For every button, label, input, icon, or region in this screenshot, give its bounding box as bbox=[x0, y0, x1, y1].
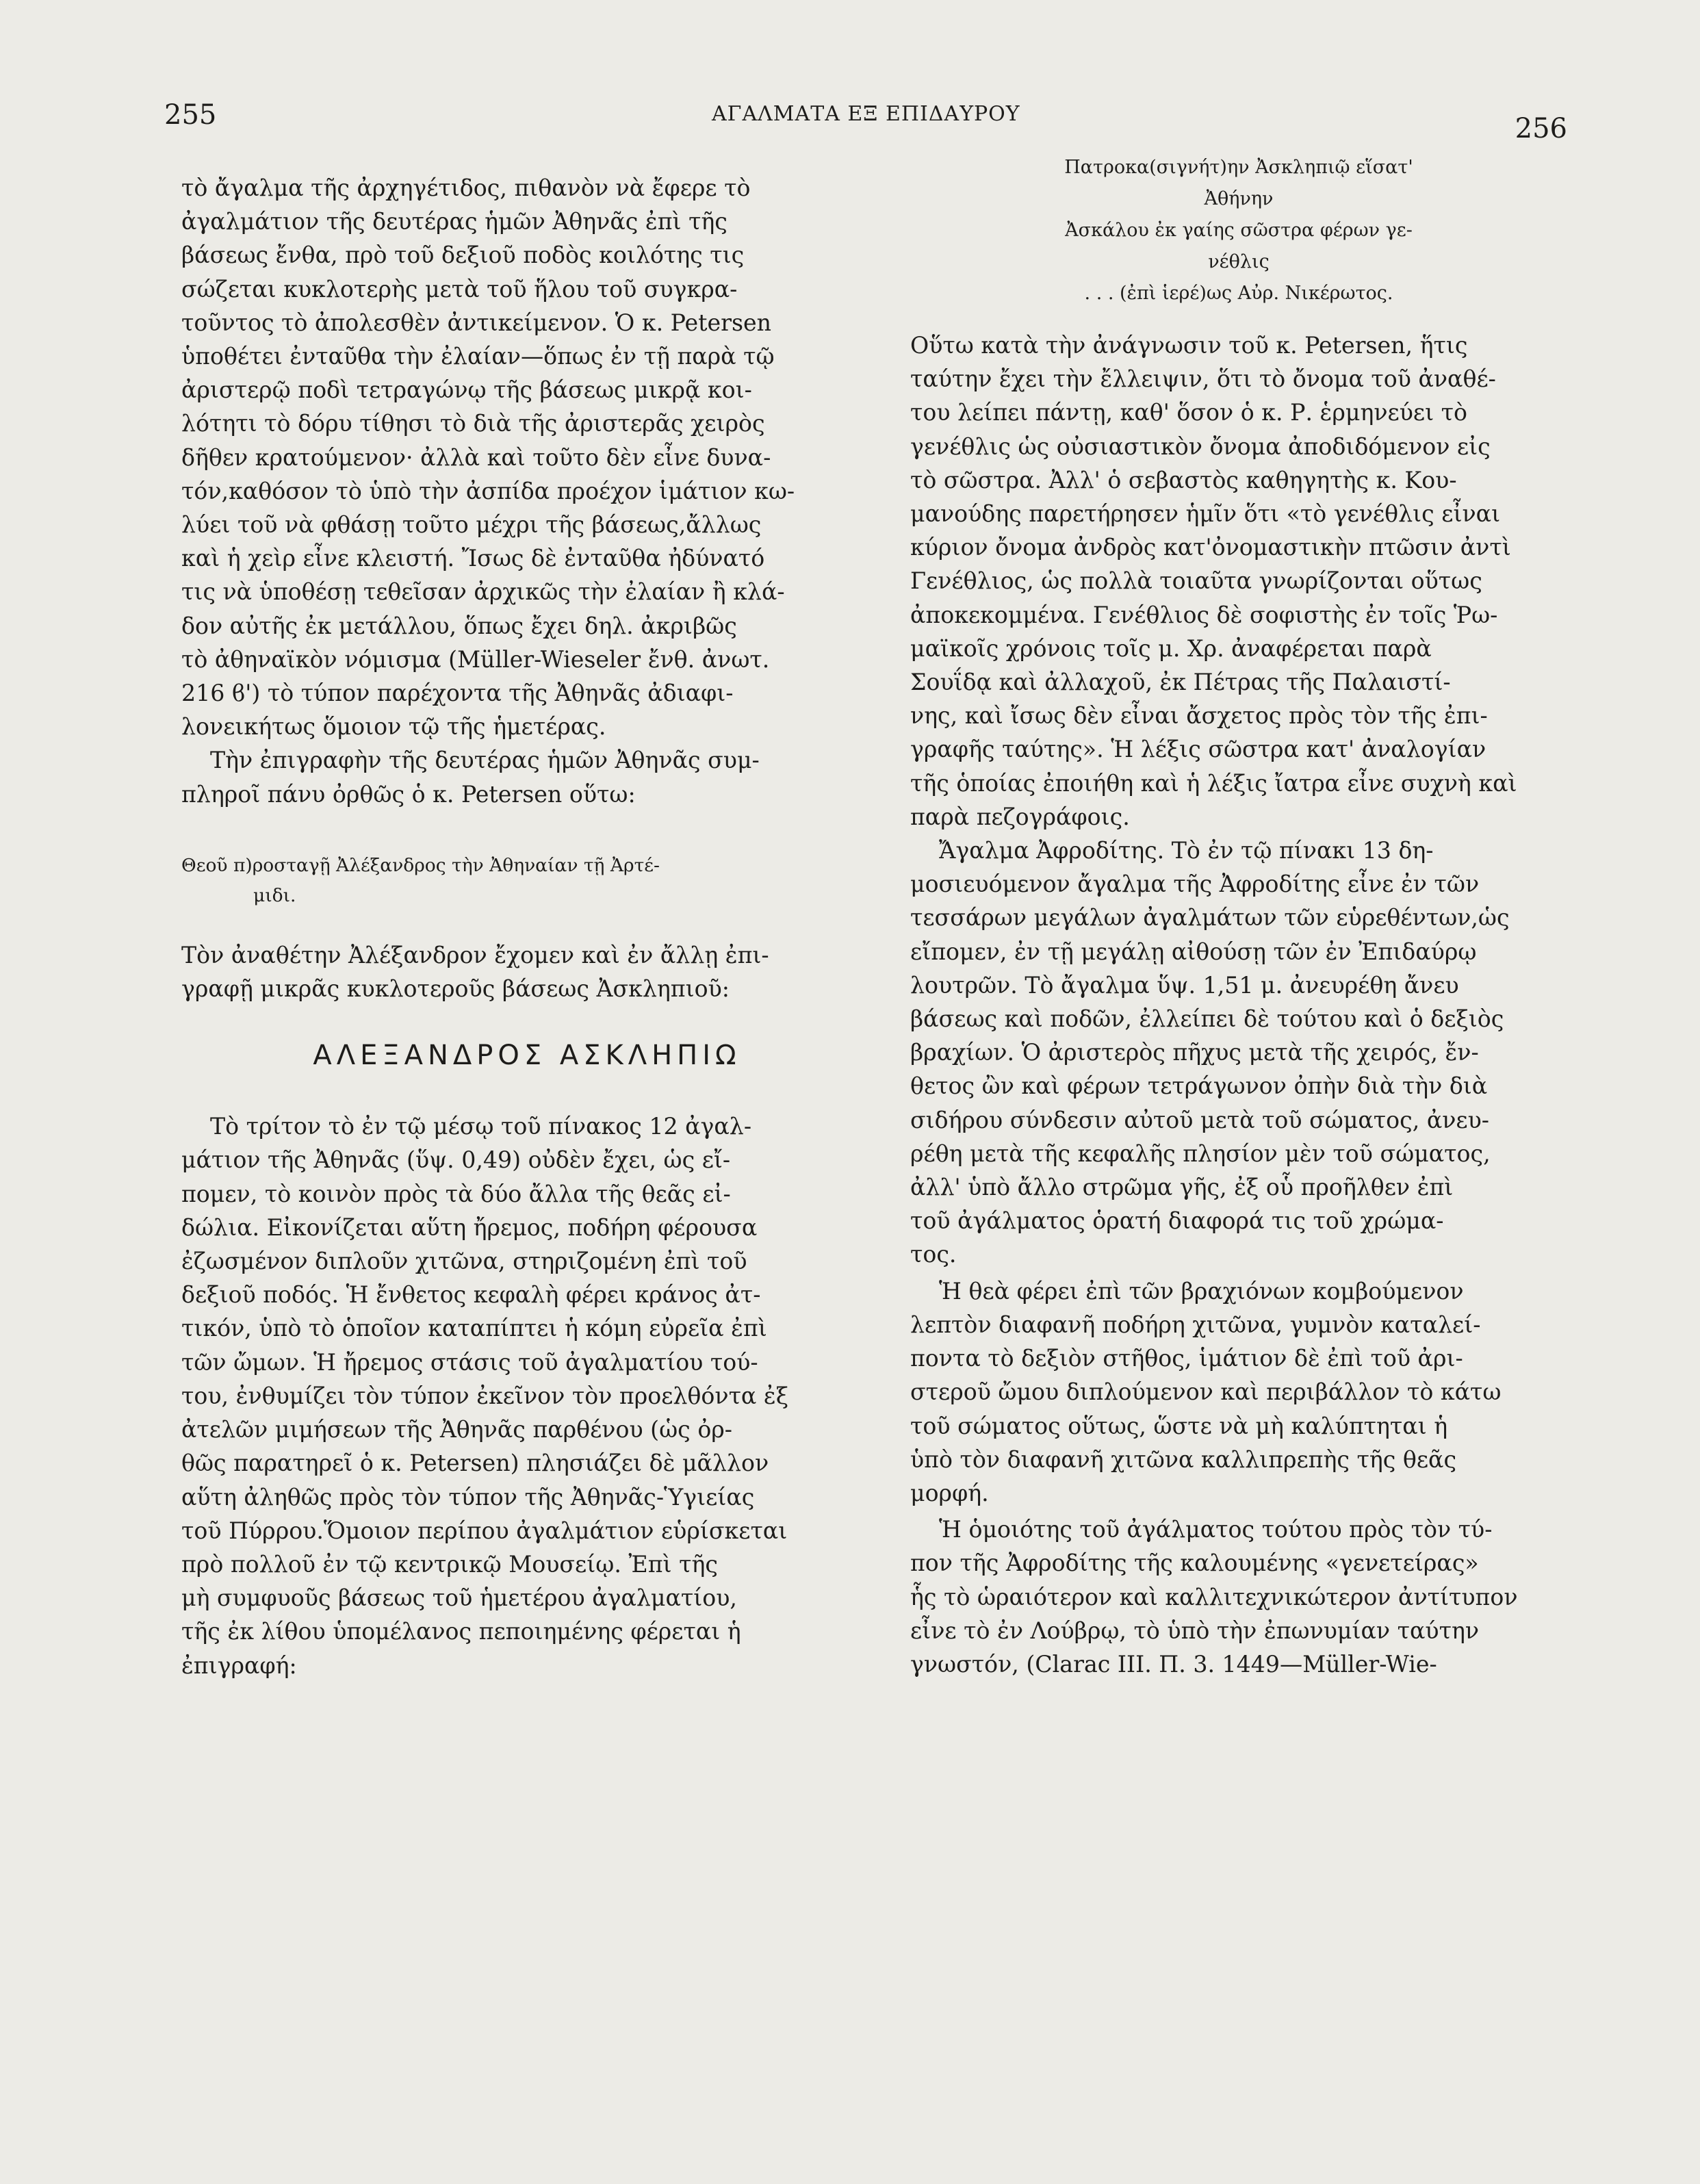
left-paragraph-3 bbox=[181, 938, 873, 1005]
text-line: Γενέθλιος, ὡς πολλὰ τοιαῦτα γνωρίζονται οὕτως bbox=[910, 567, 1482, 595]
text-line: τοῦντος τὸ ἀπολεσθὲν ἀντικείμενον. Ὁ κ. Petersen bbox=[181, 309, 772, 336]
text-line: νέθλις bbox=[1208, 251, 1270, 272]
text-line: γραφῆς ταύτης». Ἡ λέξις σῶστρα κατ' ἀναλογίαν bbox=[910, 736, 1486, 763]
text-line: τοῦ Πύρρου.Ὅμοιον περίπου ἀγαλμάτιον εὑρίσκεται bbox=[181, 1517, 788, 1544]
text-line: 216 ϐ') τὸ τύπον παρέχοντα τῆς Ἀθηνᾶς ἀδιαφι- bbox=[181, 680, 734, 707]
right-paragraph-1 bbox=[910, 329, 1567, 834]
text-line: σώζεται κυκλοτερὴς μετὰ τοῦ ἥλου τοῦ συγκρα- bbox=[181, 275, 738, 303]
text-line: τοῦ ἀγάλματος ὁρατή διαφορά τις τοῦ χρώμα- bbox=[910, 1207, 1444, 1235]
text-line: εἶνε τὸ ἐν Λούβρῳ, τὸ ὑπὸ τὴν ἐπωνυμίαν ταύτην bbox=[910, 1617, 1480, 1644]
text-line: τῆς ὁποίας ἐποιήθη καὶ ἡ λέξις ἴατρα εἶνε συχνὴ καὶ bbox=[910, 769, 1517, 797]
text-line: μανούδης παρετήρησεν ἡμῖν ὅτι «τὸ γενέθλις εἶναι bbox=[910, 500, 1501, 528]
text-line: βάσεως ἔνθα, πρὸ τοῦ δεξιοῦ ποδὸς κοιλότης τις bbox=[181, 242, 745, 269]
text-line: Οὕτω κατὰ τὴν ἀνάγνωσιν τοῦ κ. Petersen, ἥτις bbox=[910, 332, 1468, 359]
page-header bbox=[164, 99, 1567, 144]
text-line: λουτρῶν. Τὸ ἄγαλμα ὕψ. 1,51 μ. ἀνευρέθη ἄνευ bbox=[910, 971, 1459, 999]
text-line: στεροῦ ὤμου διπλούμενον καὶ περιβάλλον τὸ κάτω bbox=[910, 1378, 1502, 1406]
text-line: ἀριστερῷ ποδὶ τετραγώνῳ τῆς βάσεως μικρᾷ κοι- bbox=[181, 376, 752, 404]
text-line: ἀτελῶν μιμήσεων τῆς Ἀθηνᾶς παρθένου (ὡς ὀρ- bbox=[181, 1416, 733, 1443]
text-line: τοῦ σώματος οὕτως, ὥστε νὰ μὴ καλύπτηται ἡ bbox=[910, 1412, 1448, 1439]
text-line: γραφῇ μικρᾶς κυκλοτεροῦς βάσεως Ἀσκληπιοῦ: bbox=[181, 975, 730, 1003]
text-line: εἴπομεν, ἐν τῇ μεγάλῃ αἰθούσῃ τῶν ἐν Ἐπιδαύρῳ bbox=[910, 938, 1477, 965]
inscription-alexandros: ΑΛΕΞΑΝΔΡΟΣ ΑΣΚΛΗΠΙΩ bbox=[313, 1040, 741, 1072]
text-line: ἧς τὸ ὡραιότερον καὶ καλλιτεχνικώτερον ἀντίτυπον bbox=[910, 1583, 1518, 1610]
text-line: μορφή. bbox=[910, 1479, 989, 1506]
text-line: θετος ὢν καὶ φέρων τετράγωνον ὀπὴν διὰ τὴν διὰ bbox=[910, 1072, 1488, 1100]
text-line: του, ἐνθυμίζει τὸν τύπον ἐκεῖνον τὸν προελθόντα ἐξ bbox=[181, 1382, 788, 1409]
text-line: Ἀθήνην bbox=[1204, 188, 1274, 209]
left-paragraph-1 bbox=[181, 171, 873, 743]
text-line: Τὸ τρίτον τὸ ἐν τῷ μέσῳ τοῦ πίνακος 12 ἀγαλ- bbox=[210, 1113, 752, 1140]
text-line: μὴ συμφυοῦς βάσεως τοῦ ἡμετέρου ἀγαλματίου, bbox=[181, 1584, 737, 1612]
text-line: Ἡ θεὰ φέρει ἐπὶ τῶν βραχιόνων κομβούμενον bbox=[939, 1277, 1464, 1305]
text-line: δώλια. Εἰκονίζεται αὕτη ἤρεμος, ποδήρη φέρουσα bbox=[181, 1213, 758, 1241]
text-line: ρέθη μετὰ τῆς κεφαλῆς πλησίον μὲν τοῦ σώματος, bbox=[910, 1140, 1491, 1167]
text-line: τεσσάρων μεγάλων ἀγαλμάτων τῶν εὑρεθέντων,ὡς bbox=[910, 904, 1510, 932]
right-paragraph-4 bbox=[910, 1513, 1567, 1681]
text-line: βάσεως καὶ ποδῶν, ἐλλείπει δὲ τούτου καὶ ὁ δεξιὸς bbox=[910, 1005, 1504, 1033]
text-line: ταύτην ἔχει τὴν ἔλλειψιν, ὅτι τὸ ὄνομα τοῦ ἀναθέ- bbox=[910, 365, 1496, 393]
text-line: μοσιευόμενον ἄγαλμα τῆς Ἀφροδίτης εἶνε ἐν τῶν bbox=[910, 871, 1480, 898]
left-paragraph-4 bbox=[181, 1109, 873, 1682]
text-line: ἐπιγραφή: bbox=[181, 1652, 297, 1679]
text-line: τικόν, ὑπὸ τὸ ὁποῖον καταπίπτει ἡ κόμη εὐρεῖα ἐπὶ bbox=[181, 1315, 767, 1342]
text-line: Τὸν ἀναθέτην Ἀλέξανδρον ἔχομεν καὶ ἐν ἄλλῃ ἐπι- bbox=[181, 941, 769, 968]
text-line: παρὰ πεζογράφοις. bbox=[910, 803, 1130, 830]
right-paragraph-2 bbox=[910, 834, 1567, 1272]
inscription-athena bbox=[181, 851, 873, 911]
text-line: μαϊκοῖς χρόνοις τοῖς μ. Χρ. ἀναφέρεται παρὰ bbox=[910, 634, 1432, 662]
text-line: καὶ ἡ χεὶρ εἶνε κλειστή. Ἴσως δὲ ἐνταῦθα ἠδύνατό bbox=[181, 545, 765, 572]
text-line: τὸ σῶστρα. Ἀλλ' ὁ σεβαστὸς καθηγητὴς κ. Κου- bbox=[910, 466, 1457, 493]
text-line: . . . (ἐπὶ ἱερέ)ως Αὐρ. Νικέρωτος. bbox=[1084, 283, 1393, 304]
text-line: τὸ ἄγαλμα τῆς ἀρχηγέτιδος, πιθανὸν νὰ ἔφερε τὸ bbox=[181, 175, 751, 201]
text-line: πομεν, τὸ κοινὸν πρὸς τὰ δύο ἄλλα τῆς θεᾶς εἰ- bbox=[181, 1180, 731, 1207]
text-line: μάτιον τῆς Ἀθηνᾶς (ὕψ. 0,49) οὐδὲν ἔχει, ὡς εἴ- bbox=[181, 1146, 731, 1174]
text-line: λονεικήτως ὅμοιον τῷ τῆς ἡμετέρας. bbox=[181, 713, 606, 741]
text-line: Σουΐδᾳ καὶ ἀλλαχοῦ, ἐκ Πέτρας τῆς Παλαιστί- bbox=[910, 669, 1451, 696]
text-line: τῆς ἐκ λίθου ὑπομέλανος πεποιημένης φέρεται ἡ bbox=[181, 1618, 741, 1645]
running-title: ΑΓΑΛΜΑΤΑ ΕΞ ΕΠΙΔΑΥΡΟΥ bbox=[712, 102, 1020, 126]
text-line: πληροῖ πάνυ ὀρθῶς ὁ κ. Petersen οὕτω: bbox=[181, 780, 636, 808]
left-column bbox=[181, 171, 873, 1682]
text-line: δον αὐτῆς ἐκ μετάλλου, ὅπως ἔχει δηλ. ἀκριβῶς bbox=[181, 612, 737, 639]
text-line: ὑπὸ τὸν διαφανῆ χιτῶνα καλλιπρεπὴς τῆς θεᾶς bbox=[910, 1446, 1457, 1473]
text-line: τόν,καθόσον τὸ ὑπὸ τὴν ἀσπίδα προέχον ἱμάτιον κω- bbox=[181, 477, 795, 504]
text-line: ἀποκεκομμένα. Γενέθλιος δὲ σοφιστὴς ἐν τοῖς Ῥω- bbox=[910, 601, 1498, 628]
text-line: σιδήρου σύνδεσιν αὐτοῦ μετὰ τοῦ σώματος, ἀνευ- bbox=[910, 1106, 1490, 1133]
inscription-asclepius bbox=[910, 152, 1567, 309]
text-line: τῶν ὤμων. Ἡ ἤρεμος στάσις τοῦ ἀγαλματίου τού- bbox=[181, 1348, 758, 1376]
text-line: ποντα τὸ δεξιὸν στῆθος, ἱμάτιον δὲ ἐπὶ τοῦ ἀρι- bbox=[910, 1345, 1463, 1372]
text-line: ἀλλ' ὑπὸ ἄλλο στρῶμα γῆς, ἐξ οὗ προῆλθεν ἐπὶ bbox=[910, 1174, 1454, 1201]
left-paragraph-2 bbox=[181, 743, 873, 810]
text-line: Πατροκα(σιγνήτ)ην Ἀσκληπιῷ εἵσατ' bbox=[1064, 157, 1413, 178]
text-line: Τὴν ἐπιγραφὴν τῆς δευτέρας ἡμῶν Ἀθηνᾶς συμ- bbox=[210, 747, 760, 774]
text-line: νης, καὶ ἴσως δὲν εἶναι ἄσχετος πρὸς τὸν τῆς ἐπι- bbox=[910, 702, 1488, 730]
text-line: κύριον ὄνομα ἀνδρὸς κατ'ὀνομαστικὴν πτῶσιν ἀντὶ bbox=[910, 534, 1511, 561]
right-paragraph-3 bbox=[910, 1274, 1567, 1510]
text-line: λύει τοῦ νὰ φθάσῃ τοῦτο μέχρι τῆς βάσεως,ἄλλως bbox=[181, 511, 762, 539]
text-line: γνωστόν, (Clarac III. Π. 3. 1449—Müller-Wie- bbox=[910, 1650, 1437, 1678]
text-line: Ἀσκάλου ἐκ γαίης σῶστρα φέρων γε- bbox=[1065, 220, 1413, 241]
text-line: θῶς παρατηρεῖ ὁ κ. Petersen) πλησιάζει δὲ μᾶλλον bbox=[181, 1450, 769, 1477]
text-line: ἐζωσμένον διπλοῦν χιτῶνα, στηριζομένη ἐπὶ τοῦ bbox=[181, 1248, 747, 1275]
text-line: πρὸ πολλοῦ ἐν τῷ κεντρικῷ Μουσείῳ. Ἐπὶ τῆς bbox=[181, 1550, 718, 1578]
text-line: ἀγαλμάτιον τῆς δευτέρας ἡμῶν Ἀθηνᾶς ἐπὶ τῆς bbox=[181, 208, 727, 235]
text-line: αὕτη ἀληθῶς πρὸς τὸν τύπον τῆς Ἀθηνᾶς-Ὑγιείας bbox=[181, 1483, 755, 1511]
right-column bbox=[910, 152, 1567, 1681]
text-line: ὑποθέτει ἐνταῦθα τὴν ἐλαίαν—ὅπως ἐν τῇ παρὰ τῷ bbox=[181, 343, 775, 370]
page-number-left: 255 bbox=[164, 99, 217, 131]
text-line: Ἡ ὁμοιότης τοῦ ἀγάλματος τούτου πρὸς τὸν τύ- bbox=[939, 1516, 1493, 1543]
text-line: δεξιοῦ ποδός. Ἡ ἔνθετος κεφαλὴ φέρει κράνος ἀτ- bbox=[181, 1281, 761, 1309]
text-line: λεπτὸν διαφανῆ ποδήρη χιτῶνα, γυμνὸν καταλεί- bbox=[910, 1311, 1481, 1338]
text-line: τὸ ἀθηναϊκὸν νόμισμα (Müller-Wieseler ἔνθ. ἀνωτ. bbox=[181, 645, 770, 673]
text-line: τις νὰ ὑποθέσῃ τεθεῖσαν ἀρχικῶς τὴν ἐλαίαν ἢ κλά- bbox=[181, 578, 785, 606]
text-line: πον τῆς Ἀφροδίτης τῆς καλουμένης «γενετείρας» bbox=[910, 1550, 1479, 1577]
text-line: Ἄγαλμα Ἀφροδίτης. Τὸ ἐν τῷ πίνακι 13 δη- bbox=[939, 837, 1434, 864]
text-line: δῆθεν κρατούμενον· ἀλλὰ καὶ τοῦτο δὲν εἶνε δυνα- bbox=[181, 444, 771, 471]
text-line: Θεοῦ π)ροσταγῇ Ἀλέξανδρος τὴν Ἀθηναίαν τῇ Ἀρτέ- bbox=[181, 854, 660, 876]
text-line: γενέθλις ὡς οὐσιαστικὸν ὄνομα ἀποδιδόμενον εἰς bbox=[910, 433, 1491, 460]
text-line: του λείπει πάντῃ, καθ' ὅσον ὁ κ. Ρ. ἑρμηνεύει τὸ bbox=[910, 399, 1467, 426]
text-line: λότητι τὸ δόρυ τίθησι τὸ διὰ τῆς ἀριστερᾶς χειρὸς bbox=[181, 410, 765, 437]
text-line: τος. bbox=[910, 1241, 957, 1268]
text-line: μιδι. bbox=[253, 884, 296, 906]
page-number-right: 256 bbox=[1515, 113, 1567, 144]
text-line: βραχίων. Ὁ ἀριστερὸς πῆχυς μετὰ τῆς χειρός, ἔν- bbox=[910, 1039, 1479, 1066]
